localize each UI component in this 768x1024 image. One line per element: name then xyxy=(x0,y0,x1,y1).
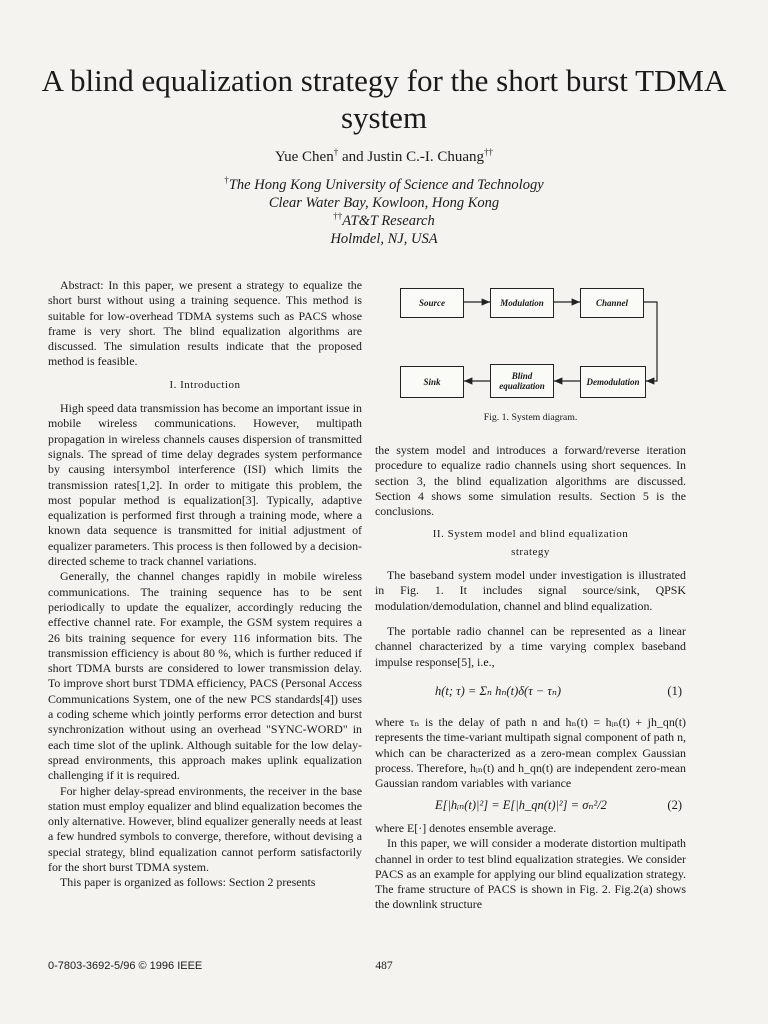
author-line xyxy=(0,148,768,167)
modulation-box: Modulation xyxy=(490,288,554,318)
left-column xyxy=(48,278,362,891)
author-1-mark: † xyxy=(333,147,339,157)
right-paragraph-5: where E[·] denotes ensemble average. xyxy=(375,820,557,835)
author-2-mark: †† xyxy=(484,147,494,157)
affil-2-mark: †† xyxy=(333,211,343,221)
sink-box: Sink xyxy=(400,366,464,398)
author-separator: and xyxy=(338,149,368,165)
author-1: Yue Chen xyxy=(274,149,334,165)
equation-1-body: h(t; τ) = Σₙ hₙ(t)δ(τ − τₙ) xyxy=(435,683,562,698)
affiliations xyxy=(0,176,768,248)
author-2: Justin C.-I. Chuang xyxy=(367,149,485,165)
intro-paragraph-4: This paper is organized as follows: Section 2 presents xyxy=(60,875,316,890)
intro-paragraph-3: For higher delay-spread environments, the receiver in the base station must employ equalizer and blind equalization becomes the only alternative. However, blind equalizer generally needs at least a few hundred symbols to converge, therefore, without devising a special strategy, blind equalization cannot perform satisfactorily for the short burst TDMA system. xyxy=(48,783,362,874)
equation-2-number: (2) xyxy=(667,797,682,812)
right-column xyxy=(375,443,686,913)
affil-1-name: The Hong Kong University of Science and Technology xyxy=(228,177,544,193)
right-paragraph-2: The baseband system model under investigation is illustrated in Fig. 1. It includes signal source/sink, QPSK modulation/demodulation, channel and blind equalization. xyxy=(375,568,686,613)
equation-2-body: E[|hᵢₙ(t)|²] = E[|h_qn(t)|²] = σₙ²/2 xyxy=(435,797,607,812)
affil-1-mark: † xyxy=(224,175,229,185)
equation-1 xyxy=(375,684,686,699)
intro-paragraph-2: Generally, the channel changes rapidly in mobile wireless communications. The training sequence has to be sent periodically to update the equalizer, accordingly reducing the effective channel rate. For example, the GSM system requires a 26 bits training sequence for every 116 information bits. The transmission efficiency is about 80 %, which is further reduced if short TDMA bursts are considered to lower transmission delay. To improve short burst TDMA efficiency, PACS (Personal Access Communications System, one of the new PCS standards[4]) uses a coding scheme which jointly performs error detection and burst synchronization without using an overhead "SYNC-WORD" in each time slot of the uplink. Although suitable for the low delay-spread environments, this approach makes uplink equalization challenging if it is required. xyxy=(48,569,362,783)
abstract: Abstract: In this paper, we present a strategy to equalize the short burst without using a training sequence. This method is suitable for low-overhead TDMA systems such as PACS whose frame is very short. The blind equalization algorithms are discussed. The simulation results indicate that the proposed method is feasible. xyxy=(48,278,362,369)
section-1-heading: I. Introduction xyxy=(169,378,241,391)
blind-equalization-box: Blind equalization xyxy=(490,364,554,398)
right-paragraph-4: where τₙ is the delay of path n and hₙ(t) = hᵢₙ(t) + jh_qn(t) represents the time-variant multipath signal component of path n, which can be characterized as a zero-mean complex Gaussian process. Therefore, hᵢₙ(t) and h_qn(t) are independent zero-mean Gaussian random variables with variance xyxy=(375,715,686,791)
channel-box: Channel xyxy=(580,288,644,318)
section-2-heading-line-1: II. System model and blind equalization xyxy=(432,528,629,541)
affil-1-address: Clear Water Bay, Kowloon, Hong Kong xyxy=(268,195,500,211)
intro-paragraph-1: High speed data transmission has become an important issue in mobile wireless communications. However, multipath propagation in wireless channels causes dispersion of transmitted signals. The spread of time delay degrades system performance by causing intersymbol interference (ISI) which limits the transmission rates[1,2]. In order to mitigate this problem, the most popular method is equalization[3]. Typically, adaptive equalization is performed first through a training mode, where a known data sequence is transmitted for initial adjustment of equalizer parameters. This process is then followed by a decision-directed scheme to track channel variations. xyxy=(48,401,362,569)
right-paragraph-1: the system model and introduces a forward/reverse iteration procedure to equalize radio channels using short sequences. In section 3, the blind equalization algorithms are discussed. Section 4 shows some simulation results. Section 5 is the conclusions. xyxy=(375,443,686,519)
paper-title: A blind equalization strategy for the short burst TDMA system xyxy=(41,63,727,135)
copyright-line: 0-7803-3692-5/96 © 1996 IEEE xyxy=(48,960,203,972)
demodulation-box: Demodulation xyxy=(580,366,646,398)
source-box: Source xyxy=(400,288,464,318)
equation-2 xyxy=(375,798,686,813)
right-paragraph-6: In this paper, we will consider a moderate distortion multipath channel in order to test blind equalization strategies. We consider PACS as an example for applying our blind equalization strategy. The frame structure of PACS is shown in Fig. 2. Fig.2(a) shows the downlink structure xyxy=(375,836,686,912)
section-2-heading-line-2: strategy xyxy=(511,545,550,558)
system-diagram xyxy=(380,278,680,408)
affil-2-name: AT&T Research xyxy=(342,213,435,229)
equation-1-number: (1) xyxy=(667,683,682,698)
page-number: 487 xyxy=(375,960,393,972)
affil-2-address: Holmdel, NJ, USA xyxy=(330,231,438,247)
right-paragraph-3: The portable radio channel can be represented as a linear channel characterized by a time varying complex baseband impulse response[5], i.e., xyxy=(375,623,686,669)
figure-1-caption: Fig. 1. System diagram. xyxy=(483,412,578,423)
